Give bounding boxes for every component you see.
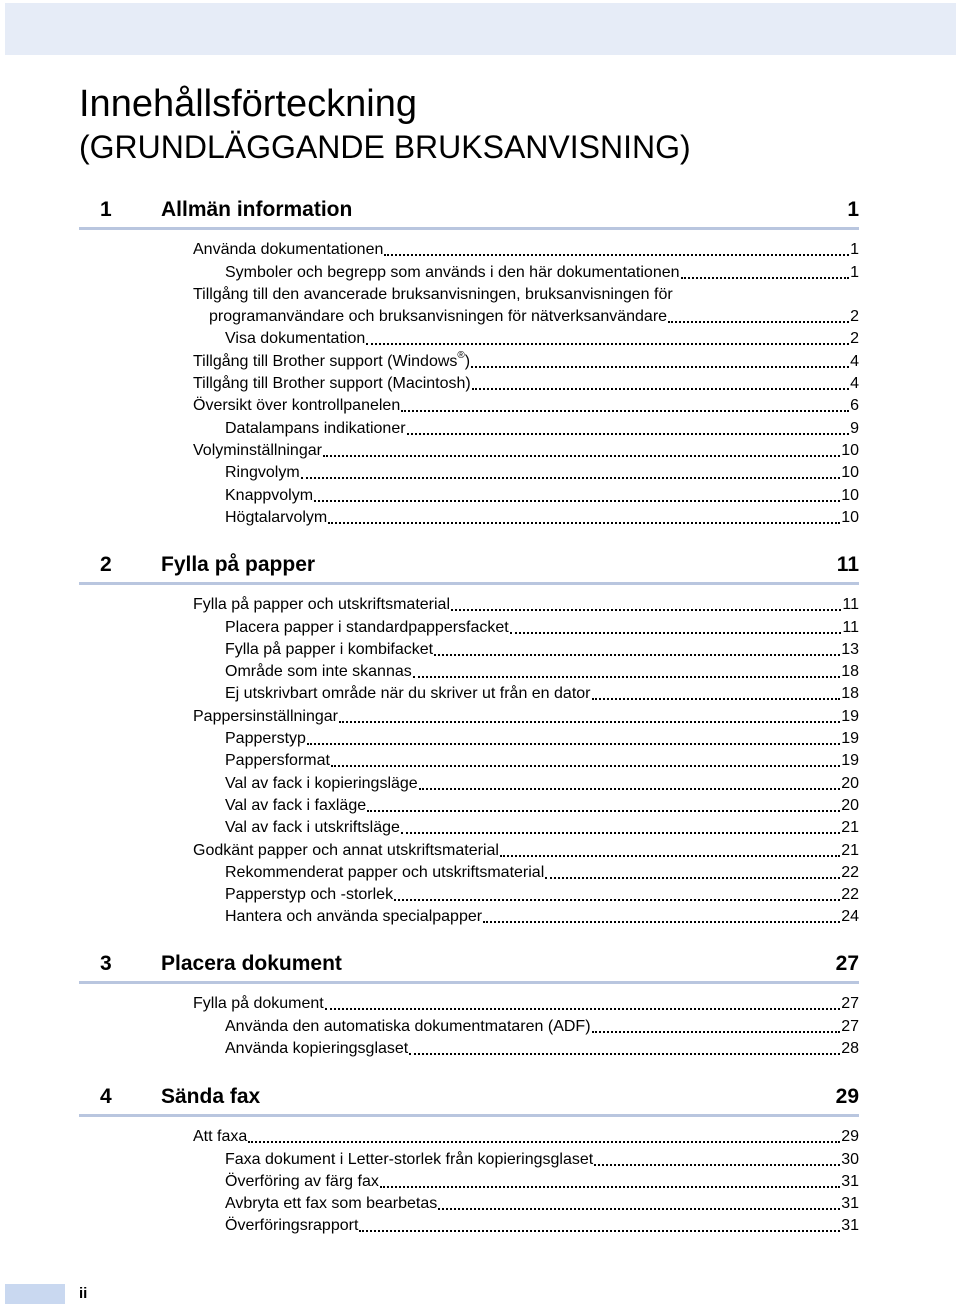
dot-leader (328, 522, 840, 524)
toc-entry[interactable] (79, 327, 859, 349)
entry-page-number: 10 (841, 508, 859, 526)
dot-leader (380, 1186, 840, 1188)
entry-label-text: Pappersinställningar (193, 707, 338, 725)
entry-label (225, 1017, 591, 1037)
dot-leader (366, 343, 849, 345)
entry-page-number: 10 (841, 486, 859, 504)
entry-label-text: Val av fack i kopieringsläge (225, 774, 418, 792)
entry-page-number: 20 (841, 796, 859, 814)
entry-label (225, 796, 366, 816)
entry-page-number: 21 (841, 841, 859, 859)
footer-bar (5, 1284, 65, 1304)
entry-label (225, 419, 406, 439)
chapter-name: Fylla på papper (161, 553, 316, 576)
dot-leader (367, 810, 840, 812)
entry-label-text: Tillgång till Brother support (Macintosh) (193, 375, 471, 393)
entry-label-text: Volyminställningar (193, 441, 322, 459)
entry-page-number: 6 (850, 397, 859, 415)
dot-leader (451, 609, 841, 611)
entry-page-number: 10 (841, 441, 859, 459)
entry-label (225, 684, 591, 704)
entry-label-text: Visa dokumentation (225, 330, 366, 348)
entry-label-text: Fylla på papper i kombifacket (225, 640, 434, 658)
dot-leader (331, 765, 840, 767)
entry-page-number: 22 (841, 863, 859, 881)
entry-label-text: Använda dokumentationen (193, 241, 384, 259)
entry-label (225, 1194, 437, 1214)
toc-entry[interactable] (79, 1125, 859, 1147)
toc-entry[interactable] (79, 638, 859, 660)
chapter-number: 3 (100, 952, 112, 975)
entry-label (209, 307, 667, 327)
entry-page-number: 11 (842, 596, 859, 614)
chapter-heading[interactable] (79, 1083, 859, 1117)
toc-entry[interactable] (79, 861, 859, 883)
entry-label (225, 640, 433, 660)
entry-label-text: Placera papper i standardpappersfacket (225, 618, 509, 636)
toc-entry[interactable] (79, 372, 859, 394)
chapter-section (79, 1083, 859, 1236)
chapter-heading[interactable] (79, 950, 859, 984)
toc-entry[interactable] (79, 506, 859, 528)
entry-label (225, 486, 313, 506)
dot-leader (471, 366, 849, 368)
toc-entry[interactable] (79, 1147, 859, 1169)
footer-page-number: ii (79, 1285, 88, 1302)
toc-entry[interactable] (79, 883, 859, 905)
toc-entry[interactable] (79, 794, 859, 816)
toc-entry[interactable] (79, 483, 859, 505)
dot-leader (359, 1230, 840, 1232)
dot-leader (500, 855, 840, 857)
toc-entry[interactable] (79, 682, 859, 704)
entry-list (79, 992, 859, 1059)
toc-entry[interactable] (79, 349, 859, 371)
entry-label-text: Symboler och begrepp som används i den här dokumentationen (225, 263, 680, 281)
entry-label (225, 1172, 379, 1192)
entry-label-text: Knappvolym (225, 486, 314, 504)
toc-entry[interactable] (79, 593, 859, 615)
entry-label (193, 240, 383, 260)
page-title: Innehållsförteckning (79, 83, 417, 125)
chapter-page: 27 (835, 952, 859, 975)
toc-entry[interactable] (79, 749, 859, 771)
toc-entry[interactable] (79, 992, 859, 1014)
entry-label-text: programanvändare och bruksanvisningen för nätverksanvändare (209, 308, 668, 326)
entry-label (225, 1039, 408, 1059)
entry-label-text: Faxa dokument i Letter-storlek från kopieringsglaset (225, 1150, 594, 1168)
entry-label (225, 907, 482, 927)
chapter-page: 29 (835, 1085, 859, 1108)
toc-entry[interactable] (79, 416, 859, 438)
entry-page-number: 1 (850, 241, 859, 259)
entry-label-text: Datalampans indikationer (225, 419, 406, 437)
entry-page-number: 29 (841, 1128, 859, 1146)
dot-leader (681, 277, 850, 279)
entry-label (225, 263, 680, 283)
entry-label (225, 662, 412, 682)
dot-leader (545, 877, 840, 879)
dot-leader (510, 632, 842, 634)
entry-label (225, 774, 418, 794)
entry-label-text: Använda den automatiska dokumentmataren (ADF) (225, 1017, 591, 1035)
dot-leader (394, 899, 840, 901)
chapter-heading[interactable] (79, 196, 859, 230)
toc-entry[interactable] (79, 660, 859, 682)
entry-page-number: 19 (841, 707, 859, 725)
entry-page-number: 11 (842, 618, 859, 636)
dot-leader (314, 500, 840, 502)
entry-page-number: 10 (841, 464, 859, 482)
entry-label-text: Papperstyp (225, 730, 306, 748)
entry-page-number: 4 (850, 352, 859, 370)
entry-label (193, 441, 322, 461)
entry-page-number: 31 (841, 1195, 859, 1213)
chapter-name: Allmän information (161, 198, 353, 221)
header-band (5, 3, 956, 55)
entry-label (225, 1216, 358, 1236)
chapter-page: 11 (836, 553, 859, 576)
dot-leader (401, 832, 840, 834)
dot-leader (384, 254, 849, 256)
toc-entry[interactable] (79, 461, 859, 483)
entry-page-number: 31 (841, 1172, 859, 1190)
entry-page-number: 22 (841, 886, 859, 904)
registered-mark: ® (457, 349, 465, 361)
entry-label-text: Hantera och använda specialpapper (225, 908, 483, 926)
toc-entry[interactable] (79, 1214, 859, 1236)
entry-label-text: Godkänt papper och annat utskriftsmaterial (193, 841, 499, 859)
entry-page-number: 31 (841, 1217, 859, 1235)
toc-entry[interactable] (79, 905, 859, 927)
chapter-name: Placera dokument (161, 952, 342, 975)
entry-label-text: Ej utskrivbart område när du skriver ut från en dator (225, 685, 591, 703)
entry-label-text: Pappersformat (225, 752, 330, 770)
dot-leader (323, 455, 840, 457)
dot-leader (438, 1208, 840, 1210)
page-subtitle: (GRUNDLÄGGANDE BRUKSANVISNING) (79, 129, 691, 165)
entry-label-text: Översikt över kontrollpanelen (193, 397, 401, 415)
entry-page-number: 21 (841, 819, 859, 837)
entry-page-number: 19 (841, 730, 859, 748)
entry-page-number: 19 (841, 752, 859, 770)
entry-label (193, 595, 450, 615)
toc-entry[interactable] (79, 727, 859, 749)
dot-leader (413, 676, 840, 678)
dot-leader (325, 1008, 840, 1010)
entry-page-number: 9 (850, 419, 859, 437)
entry-list (79, 593, 859, 927)
entry-label (225, 508, 327, 528)
entry-label-text: Ringvolym (225, 464, 300, 482)
entry-page-number: 2 (850, 330, 859, 348)
dot-leader (401, 410, 849, 412)
dot-leader (472, 388, 849, 390)
entry-label-text: Avbryta ett fax som bearbetas (225, 1195, 438, 1213)
dot-leader (301, 477, 841, 479)
entry-page-number: 2 (850, 308, 859, 326)
entry-page-number: 18 (841, 685, 859, 703)
entry-label-text: Papperstyp och -storlek (225, 886, 394, 904)
chapter-name: Sända fax (161, 1085, 261, 1108)
entry-label-text: Tillgång till Brother support (Windows (193, 352, 458, 370)
entry-label (193, 841, 499, 861)
toc-entry[interactable] (79, 238, 859, 260)
entry-label (193, 349, 471, 372)
entry-page-number: 20 (841, 774, 859, 792)
dot-leader (339, 721, 840, 723)
toc-entry[interactable] (79, 771, 859, 793)
entry-page-number: 30 (841, 1150, 859, 1168)
chapter-page: 1 (847, 198, 859, 221)
entry-label-text: Högtalarvolym (225, 508, 328, 526)
chapter-number: 4 (100, 1085, 112, 1108)
entry-label-text: Att faxa (193, 1128, 248, 1146)
entry-label (225, 618, 509, 638)
entry-page-number: 1 (850, 263, 859, 281)
toc-entry[interactable] (79, 1014, 859, 1036)
chapter-section (79, 551, 859, 927)
entry-label-text: Fylla på dokument (193, 995, 324, 1013)
toc-entry[interactable] (79, 615, 859, 637)
toc-entry[interactable] (79, 394, 859, 416)
toc-entry[interactable] (79, 704, 859, 726)
toc-entry[interactable] (79, 305, 859, 327)
entry-page-number: 27 (841, 995, 859, 1013)
entry-page-number: 24 (841, 908, 859, 926)
dot-leader (407, 433, 850, 435)
entry-label-text: Område som inte skannas (225, 663, 412, 681)
chapter-number: 2 (100, 553, 112, 576)
entry-label (225, 1150, 593, 1170)
chapter-section (79, 950, 859, 1059)
dot-leader (248, 1141, 840, 1143)
entry-label-text: Tillgång till den avancerade bruksanvisningen, bruksanvisningen för (193, 285, 673, 303)
toc-entry[interactable] (79, 1037, 859, 1059)
entry-label (225, 463, 300, 483)
entry-label (225, 863, 544, 883)
entry-label-text: Val av fack i faxläge (225, 796, 367, 814)
entry-label-text: Fylla på papper och utskriftsmaterial (193, 596, 450, 614)
entry-label (225, 329, 365, 349)
dot-leader (307, 743, 840, 745)
dot-leader (419, 788, 841, 790)
entry-label-end: ) (464, 352, 471, 370)
dot-leader (668, 321, 849, 323)
entry-label-text: Val av fack i utskriftsläge (225, 819, 400, 837)
entry-label (193, 994, 324, 1014)
entry-label-text: Överföringsrapport (225, 1217, 359, 1235)
entry-page-number: 27 (841, 1017, 859, 1035)
entry-label (193, 374, 471, 394)
chapter-heading[interactable] (79, 551, 859, 585)
entry-page-number: 28 (841, 1039, 859, 1057)
toc-entry[interactable] (79, 816, 859, 838)
entry-label (193, 285, 673, 305)
dot-leader (409, 1053, 840, 1055)
toc-entry[interactable] (79, 260, 859, 282)
entry-label (225, 818, 400, 838)
entry-label-text: Använda kopieringsglaset (225, 1039, 409, 1057)
toc-entry[interactable] (79, 838, 859, 860)
entry-label (193, 396, 400, 416)
entry-page-number: 13 (841, 640, 859, 658)
toc-entry[interactable] (79, 439, 859, 461)
entry-list (79, 1125, 859, 1236)
entry-page-number: 18 (841, 663, 859, 681)
entry-label (225, 729, 306, 749)
entry-label-text: Rekommenderat papper och utskriftsmaterial (225, 863, 545, 881)
entry-page-number: 4 (850, 375, 859, 393)
dot-leader (592, 1031, 841, 1033)
toc-entry[interactable] (79, 1192, 859, 1214)
entry-list (79, 238, 859, 528)
toc-entry[interactable] (79, 1170, 859, 1192)
entry-label-text: Överföring av färg fax (225, 1172, 379, 1190)
chapter-section (79, 196, 859, 528)
dot-leader (434, 654, 840, 656)
dot-leader (592, 698, 841, 700)
entry-label (193, 707, 338, 727)
entry-label (193, 1127, 247, 1147)
toc-entry[interactable] (79, 283, 859, 305)
entry-label (225, 751, 330, 771)
dot-leader (483, 921, 840, 923)
entry-label (225, 885, 393, 905)
chapter-number: 1 (100, 198, 112, 221)
dot-leader (594, 1164, 840, 1166)
